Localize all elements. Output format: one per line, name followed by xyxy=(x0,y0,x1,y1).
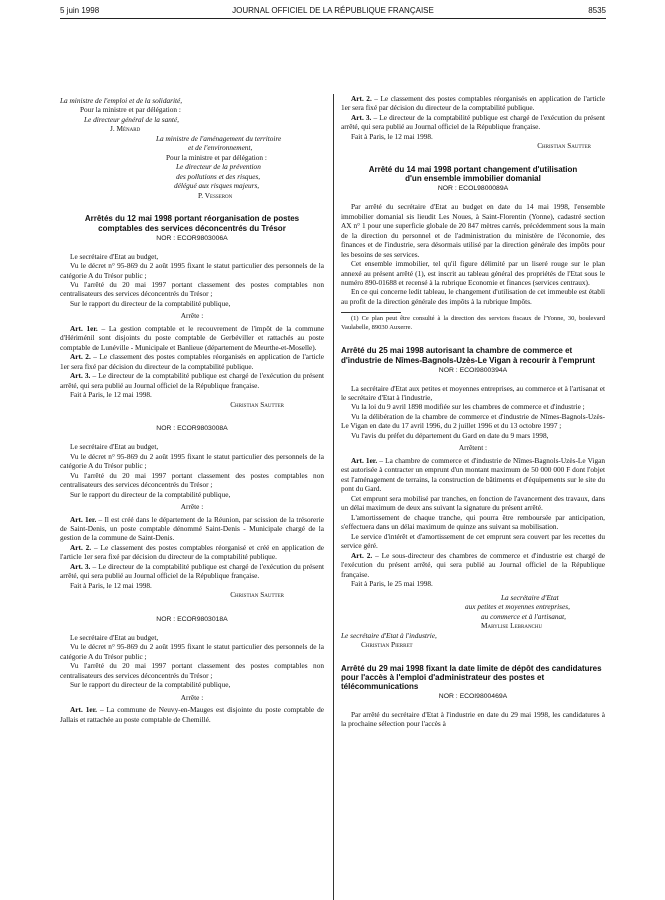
footnote-rule xyxy=(341,312,401,313)
sig-line: Marylise Lebranchu xyxy=(481,621,543,631)
paragraph: En ce qui concerne ledit tableau, le changement d'utilisation de cet immeuble est établi au profit de la direction générale des impôts à la rubrique Impôts. xyxy=(341,287,605,306)
paragraph: Le service d'intérêt et d'amortissement de cet emprunt sera couvert par les recettes du service géré. xyxy=(341,531,605,551)
article-1: Art. 1er. – Il est créé dans le département de la Réunion, par scission de la trésorerie de Saint-Denis, un poste comptable dénommé Saint-Denis - Municipale chargé de la gestion de la commune de Saint-Denis. xyxy=(60,514,324,543)
article-title: Arrêté du 25 mai 1998 autorisant la chambre de commerce et d'industrie de Nîmes-Bagnols-Uzès-Le Vigan à recourir à l'emprunt xyxy=(341,346,595,365)
footnote: (1) Ce plan peut être consulté à la direction des services fiscaux de l'Yonne, 30, boulevard Vaulabelle, 89030 Auxerre. xyxy=(341,315,605,331)
sig-line: Pour la ministre et par délégation : xyxy=(80,105,181,115)
sig-line: Christian Pierret xyxy=(361,640,413,650)
article-number: Art. 3. xyxy=(70,371,91,381)
paragraph: La secrétaire d'Etat aux petites et moyennes entreprises, au commerce et à l'artisanat et le secrétaire d'Etat à l'industrie, xyxy=(341,383,605,402)
top-signature-block xyxy=(60,96,324,200)
paragraph: Le secrétaire d'Etat au budget, xyxy=(70,251,159,261)
article-number: Art. 1er. xyxy=(351,455,378,465)
header-page-number: 8535 xyxy=(588,6,606,15)
paragraph: Vu le décret n° 95-869 du 2 août 1995 fixant le statut particulier des personnels de la catégorie A du Trésor public ; xyxy=(60,451,324,471)
signatory: Christian Sautter xyxy=(230,590,284,600)
paragraph: Sur le rapport du directeur de la comptabilité publique, xyxy=(70,489,231,499)
nor-reference: NOR : ECOR9803008A xyxy=(156,425,228,433)
sig-line: délégué aux risques majeurs, xyxy=(174,181,260,191)
paragraph: Par arrêté du secrétaire d'Etat à l'industrie en date du 29 mai 1998, les candidatures à la prochaine sélection pour l'accès à xyxy=(341,709,605,729)
article-number: Art. 1er. xyxy=(70,323,98,333)
sig-line: Pour la ministre et par délégation : xyxy=(166,152,267,162)
nor-reference: NOR : ECOL9800089A xyxy=(437,185,509,193)
article-number: Art. 2. xyxy=(351,94,372,103)
sig-line: des pollutions et des risques, xyxy=(176,171,261,181)
column-divider xyxy=(333,94,334,900)
article-number: Art. 2. xyxy=(351,550,373,560)
article-title: Arrêté du 29 mai 1998 fixant la date limite de dépôt des candidatures pour l'accès à l'emploi d'administrateur des postes et télécommunications xyxy=(341,663,602,691)
article-3: Art. 3. – Le directeur de la comptabilité publique est chargé de l'exécution du présent arrêté, qui sera publié au Journal officiel de la République française. xyxy=(60,561,324,581)
article-title: Arrêté du 14 mai 1998 portant changement d'utilisation d'un ensemble immobilier domanial xyxy=(368,164,578,184)
nor-reference: NOR : ECOI9800394A xyxy=(438,366,508,374)
paragraph: Vu le décret n° 95-869 du 2 août 1995 fixant le statut particulier des personnels de la catégorie A du Trésor public ; xyxy=(60,261,324,280)
sig-line: Le directeur de la prévention xyxy=(176,162,261,172)
fait-a-paris: Fait à Paris, le 12 mai 1998. xyxy=(351,131,433,141)
sig-line: La ministre de l'emploi et de la solidarité, xyxy=(60,96,183,105)
article-number: Art. 3. xyxy=(351,112,372,122)
paragraph: Vu l'arrêté du 20 mai 1997 portant classement des postes comptables non centralisateurs des services déconcentrés du Trésor ; xyxy=(60,661,324,680)
paragraph: Par arrêté du secrétaire d'Etat au budget en date du 14 mai 1998, l'ensemble immobilier domanial sis lieudit Les Noues, à Saint-Florentin (Yonne), cadastré section AX n° 1 pour une superficie globale de 20 847 mètres carrés, précédemment sous la main de la direction du personnel et de l'administration du ministère de l'économie, des finances et de l'industrie, sera désormais utilisé par la direction générale des impôts pour les besoins de ses services. xyxy=(341,202,605,259)
article-number: Art. 1er. xyxy=(70,705,97,715)
paragraph: Vu l'arrêté du 20 mai 1997 portant classement des postes comptables non centralisateurs des services déconcentrés du Trésor ; xyxy=(60,279,324,299)
header-journal-title: JOURNAL OFFICIEL DE LA RÉPUBLIQUE FRANÇAISE xyxy=(232,6,434,15)
paragraph: Cet emprunt sera mobilisé par tranches, en fonction de l'avancement des travaux, dans un délai maximum de deux ans suivant la signature du présent arrêté. xyxy=(341,493,605,513)
sig-line: J. Ménard xyxy=(110,124,141,134)
paragraph: Le secrétaire d'Etat au budget, xyxy=(70,442,159,452)
paragraph: Cet ensemble immobilier, tel qu'il figure délimité par un liseré rouge sur le plan annexé au présent arrêté (1), est inscrit au tableau général des propriétés de l'Etat sous le numéro 890-01688 et recensé à la rubrique Economie et finances (services centraux). xyxy=(341,259,605,287)
paragraph: L'amortissement de chaque tranche, qui pourra être remboursée par anticipation, s'effectuera dans un délai maximum de quinze ans suivant sa mobilisation. xyxy=(341,512,605,532)
article-number: Art. 1er. xyxy=(70,514,97,524)
article-1: Art. 1er. – La commune de Neuvy-en-Mauges est disjointe du poste comptable de Jallais et rattachée au poste comptable de Chemillé. xyxy=(60,705,324,724)
article-1: Art. 1er. – La chambre de commerce et d'industrie de Nîmes-Bagnols-Uzès-Le Vigan est autorisée à contracter un emprunt d'un montant maximum de 50 000 000 F dont l'objet est l'aménagement de terrains, la construction de bâtiments et d'équipements sur le site du pont du Gard. xyxy=(341,455,605,494)
fait-a-paris: Fait à Paris, le 12 mai 1998. xyxy=(70,580,152,590)
header-date: 5 juin 1998 xyxy=(60,6,100,15)
sig-line: La secrétaire d'Etat xyxy=(501,592,559,602)
fait-a-paris: Fait à Paris, le 12 mai 1998. xyxy=(70,390,152,400)
article-title: Arrêtés du 12 mai 1998 portant réorganisation de postes comptables des services déconcentrés du Trésor xyxy=(84,214,300,233)
sig-line: et de l'environnement, xyxy=(188,143,253,153)
paragraph: Le secrétaire d'Etat au budget, xyxy=(70,632,159,642)
paragraph: Vu le décret n° 95-869 du 2 août 1995 fixant le statut particulier des personnels de la catégorie A du Trésor public ; xyxy=(60,642,324,661)
paragraph: Vu la loi du 9 avril 1898 modifiée sur les chambres de commerce et d'industrie ; xyxy=(351,402,585,412)
arrete-heading: Arrête : xyxy=(180,692,204,702)
article-3: Art. 3. – Le directeur de la comptabilité publique est chargé de l'exécution du présent arrêté, qui sera publié au Journal officiel de la République française. xyxy=(60,371,324,390)
paragraph: Sur le rapport du directeur de la comptabilité publique, xyxy=(70,680,231,690)
article-2: Art. 2. – Le classement des postes comptables réorganisés en application de l'article 1er sera fixé par décision du directeur de la comptabilité publique. xyxy=(60,352,324,371)
sig-line: au commerce et à l'artisanat, xyxy=(481,611,566,621)
fait-a-paris: Fait à Paris, le 25 mai 1998. xyxy=(351,579,433,589)
page-header xyxy=(60,6,606,19)
arrete-heading: Arrête : xyxy=(180,502,204,512)
nor-reference: NOR : ECOR9803006A xyxy=(156,234,228,242)
paragraph: Sur le rapport du directeur de la comptabilité publique, xyxy=(70,298,231,308)
sig-line: P. Vesseron xyxy=(198,190,233,200)
sig-line: La ministre de l'aménagement du territoire xyxy=(156,133,282,143)
sig-line: aux petites et moyennes entreprises, xyxy=(465,602,570,612)
arrete-heading: Arrête : xyxy=(180,311,204,321)
nor-reference: NOR : ECOR9803018A xyxy=(156,615,228,623)
paragraph: Vu l'arrêté du 20 mai 1997 portant classement des postes comptables non centralisateurs des services déconcentrés du Trésor ; xyxy=(60,470,324,490)
article-number: Art. 2. xyxy=(70,542,92,552)
article-2: Art. 2. – Le sous-directeur des chambres de commerce et d'industrie est chargé de l'exécution du présent arrêté, qui sera publié au Journal officiel de la République française. xyxy=(341,550,605,579)
sig-line: Le secrétaire d'Etat à l'industrie, xyxy=(341,630,437,640)
paragraph: Vu la délibération de la chambre de commerce et d'industrie de Nîmes-Bagnols-Uzès-Le Vigan en date du 17 avril 1996, du 2 juillet 1996 et du 13 octobre 1997 ; xyxy=(341,411,605,431)
arretent-heading: Arrêtent : xyxy=(458,443,488,453)
nor-reference: NOR : ECOI9800469A xyxy=(438,693,508,701)
signatory: Christian Sautter xyxy=(537,141,591,151)
left-column xyxy=(60,96,324,724)
article-number: Art. 2. xyxy=(70,352,91,362)
article-number: Art. 3. xyxy=(70,561,91,571)
article-2: Art. 2. – Le classement des postes comptables réorganisés en application de l'article 1er sera fixé par décision du directeur de la comptabilité publique. xyxy=(341,94,605,113)
article-3: Art. 3. – Le directeur de la comptabilité publique est chargé de l'exécution du présent arrêté, qui sera publié au Journal officiel de la République française. xyxy=(341,112,605,132)
article-2: Art. 2. – Le classement des postes comptables réorganisé et créé en application de l'article 1er sera fixé par décision du directeur de la comptabilité publique. xyxy=(60,542,324,562)
right-column xyxy=(341,94,605,729)
article-1: Art. 1er. – La gestion comptable et le recouvrement de l'impôt de la commune d'Hériménil sont disjoints du poste comptable de Gerbéviller et rattachés au poste comptable de Lunéville - Municipale et Banlieue (département de Meurthe-et-Moselle). xyxy=(60,323,324,352)
signatory: Christian Sautter xyxy=(230,399,284,409)
sig-line: Le directeur général de la santé, xyxy=(84,114,179,124)
paragraph: Vu l'avis du préfet du département du Gard en date du 9 mars 1998, xyxy=(351,430,549,440)
